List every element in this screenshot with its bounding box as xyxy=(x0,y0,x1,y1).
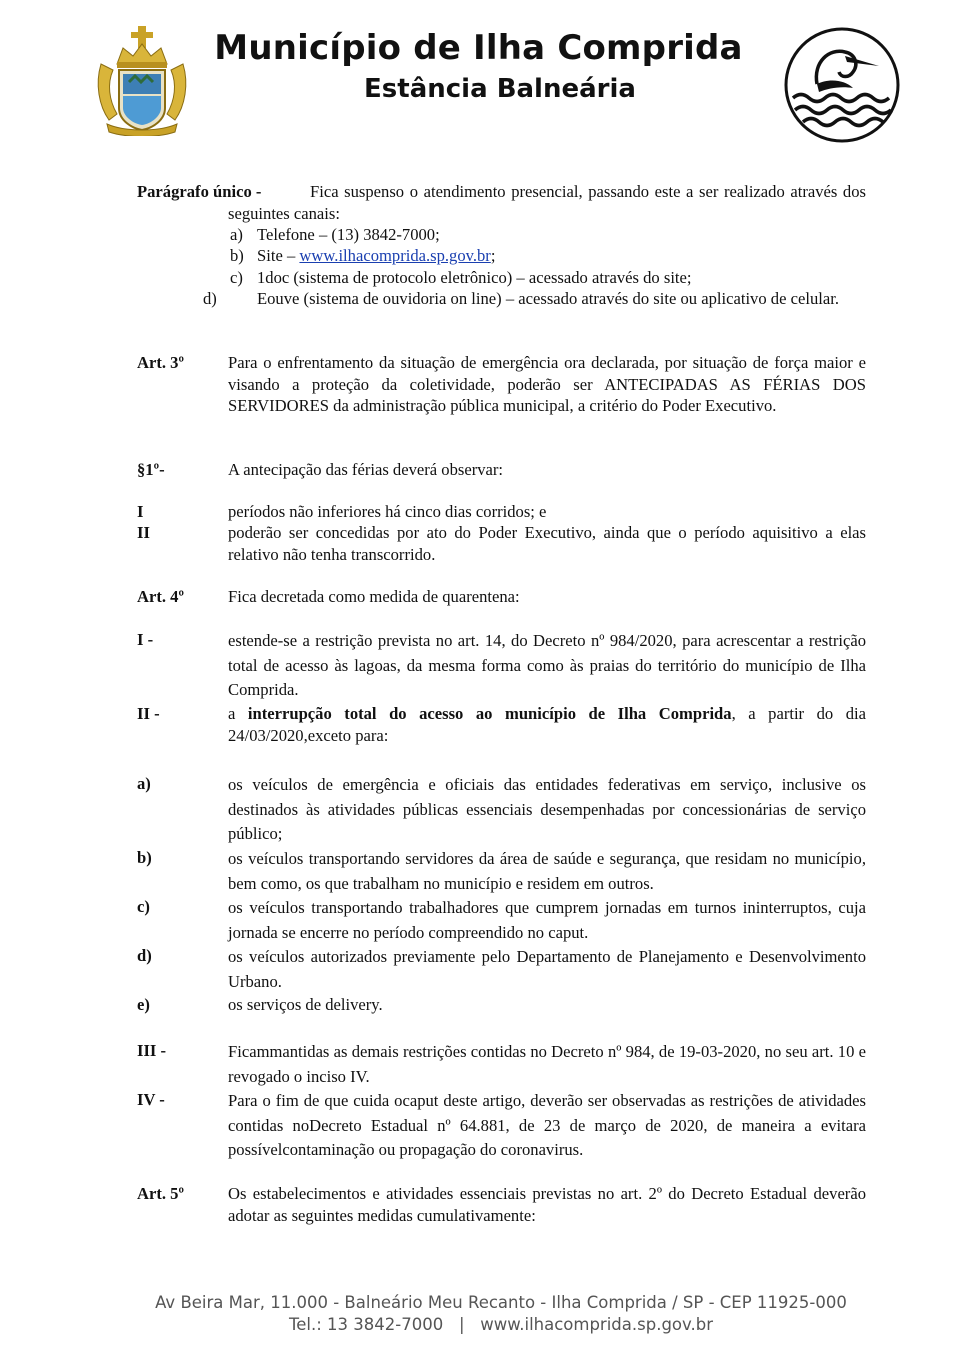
art5-text: Os estabelecimentos e atividades essenciais previstas no art. 2º do Decreto Estadual deverão adotar as seguintes medidas cumulativamente: xyxy=(228,1184,866,1225)
alinea-text: os veículos transportando servidores da área de saúde e segurança, que residam no município, bem como, os que trabalham no município e residem em outros. xyxy=(228,849,866,893)
alinea-label: b) xyxy=(137,848,152,867)
art3-text: Para o enfrentamento da situação de emergência ora declarada, por situação de força maior e visando a proteção da coletividade, poderão ser ANTECIPADAS AS FÉRIAS DOS SERVIDORES da administração pública municipal, a critério do Poder Executivo. xyxy=(228,353,866,415)
list-item: b) Site – www.ilhacomprida.sp.gov.br; xyxy=(230,246,496,265)
footer-address: Av Beira Mar, 11.000 - Balneário Meu Recanto - Ilha Comprida / SP - CEP 11925-000 xyxy=(155,1293,847,1312)
inciso-text: Para o fim de que cuida ocaput deste artigo, deverão ser observadas as restrições de atividades contidas noDecreto Estadual nº 64.881, de 23 de março de 2020, de maneira a evitara possívelcontaminação ou propagação do coronavirus. xyxy=(228,1091,866,1159)
inciso-label: II - xyxy=(137,704,160,723)
inciso-label: IV - xyxy=(137,1090,165,1109)
inciso-text: a interrupção total do acesso ao município de Ilha Comprida, a partir do dia 24/03/2020,exceto para: xyxy=(228,704,866,745)
heron-logo xyxy=(783,26,901,144)
alinea-text: os serviços de delivery. xyxy=(228,995,383,1014)
art3-label: Art. 3º xyxy=(137,353,184,372)
footer-contact: Tel.: 13 3842-7000 | www.ilhacomprida.sp.gov.br xyxy=(289,1315,713,1334)
inciso-label: I - xyxy=(137,630,154,649)
site-link[interactable]: www.ilhacomprida.sp.gov.br xyxy=(299,246,491,265)
alinea-text: os veículos transportando trabalhadores que cumprem jornadas em turnos ininterruptos, cuja jornada se encerre no período compreendido no caput. xyxy=(228,898,866,942)
list-item: c) 1doc (sistema de protocolo eletrônico) – acessado através do site; xyxy=(230,268,692,287)
paragrafo-unico-intro: Fica suspenso o atendimento presencial, passando este a ser realizado através dos seguintes canais: xyxy=(228,182,866,223)
inciso-text: estende-se a restrição prevista no art. 14, do Decreto nº 984/2020, para acrescentar a restrição total de acesso às lagoas, da mesma forma como às praias do território do município de Ilha Comprida. xyxy=(228,631,866,699)
header-subtitle: Estância Balneária xyxy=(364,74,636,104)
art5-label: Art. 5º xyxy=(137,1184,184,1203)
paragrafo-unico-label: Parágrafo único - xyxy=(137,182,262,201)
par1-item-text: poderão ser concedidas por ato do Poder Executivo, ainda que o período aquisitivo a elas relativo não tenha transcorrido. xyxy=(228,523,866,564)
art4-text: Fica decretada como medida de quarentena: xyxy=(228,587,520,606)
alinea-text: os veículos autorizados previamente pelo Departamento de Planejamento e Desenvolvimento Urbano. xyxy=(228,947,866,991)
alinea-label: a) xyxy=(137,774,151,793)
par1-text: A antecipação das férias deverá observar: xyxy=(228,460,504,479)
list-item: d) Eouve (sistema de ouvidoria on line) – acessado através do site ou aplicativo de celular. xyxy=(203,289,839,308)
alinea-label: c) xyxy=(137,897,150,916)
header-title: Município de Ilha Comprida xyxy=(214,28,743,68)
par1-item-label: I xyxy=(137,502,144,521)
alinea-text: os veículos de emergência e oficiais das entidades federativas em serviço, inclusive os destinados às atividades públicas essenciais desempenhadas por concessionárias de serviço público; xyxy=(228,775,866,843)
art4-label: Art. 4º xyxy=(137,587,184,606)
par1-item-text: períodos não inferiores há cinco dias corridos; e xyxy=(228,502,547,521)
par1-label: §1º- xyxy=(137,460,165,479)
inciso-label: III - xyxy=(137,1041,167,1060)
inciso-text: Ficammantidas as demais restrições contidas no Decreto nº 984, de 19-03-2020, no seu art. 10 e revogado o inciso IV. xyxy=(228,1042,866,1086)
alinea-label: e) xyxy=(137,995,150,1014)
alinea-label: d) xyxy=(137,946,152,965)
par1-item-label: II xyxy=(137,523,150,542)
list-item: a) Telefone – (13) 3842-7000; xyxy=(230,225,440,244)
